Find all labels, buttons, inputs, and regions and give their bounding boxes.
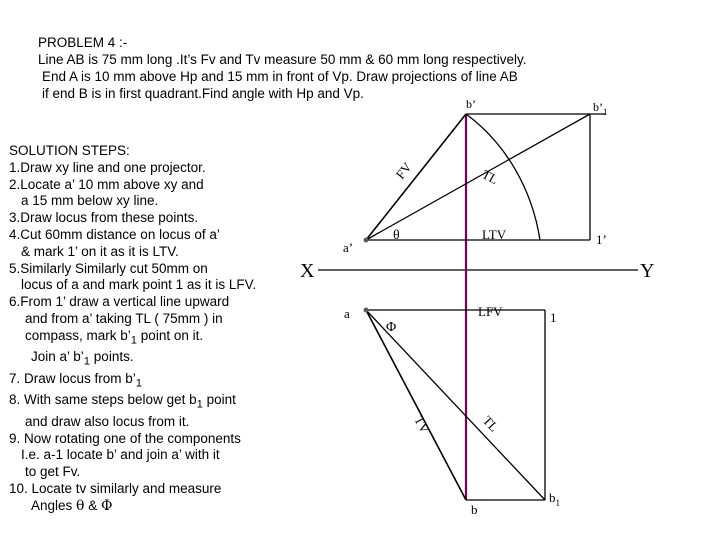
step-6d-tail: points.: [90, 349, 134, 365]
step-8a-text: 8. With same steps below get b: [9, 392, 197, 408]
steps-heading: SOLUTION STEPS:: [9, 143, 130, 158]
step-9a: 9. Now rotating one of the components: [9, 430, 241, 446]
theta-symbol: θ: [76, 497, 85, 514]
tv-label: TV: [411, 413, 433, 436]
step-6c-subscript: 1: [130, 334, 138, 347]
b-label: b: [471, 502, 478, 517]
a-label: a: [344, 306, 350, 321]
tl-bottom-label: TL: [479, 412, 502, 435]
step-4a: 4.Cut 60mm distance on locus of a’: [9, 226, 220, 242]
point-a: [364, 308, 369, 313]
problem-title: PROBLEM 4 :-: [38, 35, 128, 50]
phi-label: Φ: [386, 320, 397, 335]
fv-label: FV: [392, 159, 415, 182]
problem-line-1: Line AB is 75 mm long .It’s Fv and Tv measure 50 mm & 60 mm long respectively.: [38, 52, 527, 67]
step-7-subscript: 1: [135, 377, 143, 390]
step-2a: 2.Locate a’ 10 mm above xy and: [9, 176, 204, 192]
step-6d-text: Join a’ b’: [31, 349, 84, 365]
a-dash-label: a’: [343, 240, 354, 255]
ltv-label: LTV: [482, 227, 507, 242]
b1-label: [549, 490, 560, 508]
b-dash-label: b’: [466, 97, 476, 111]
phi-symbol: Φ: [100, 497, 113, 514]
step-1: 1.Draw xy line and one projector.: [9, 159, 206, 175]
step-3: 3.Draw locus from these points.: [9, 210, 199, 226]
step-9b: I.e. a-1 locate b’ and join a’ with it: [21, 447, 220, 463]
step-6c-tail: point on it.: [137, 327, 204, 343]
step-8a-tail: point: [202, 392, 236, 408]
y-label: Y: [640, 260, 655, 282]
problem-line-2: End A is 10 mm above Hp and 15 mm in front of Vp. Draw projections of line AB: [42, 69, 518, 84]
step-4b: & mark 1’ on it as it is LTV.: [21, 243, 179, 259]
one-dash-label: 1’: [596, 232, 607, 247]
b1-dash-subscript: 1: [603, 107, 608, 117]
step-5a: 5.Similarly Similarly cut 50mm on: [9, 260, 208, 276]
one-label: 1: [550, 310, 557, 325]
step-10b-text: Angles: [31, 497, 77, 513]
step-6c-text: compass, mark b’: [25, 327, 131, 343]
b1-dash-text: b’: [593, 100, 603, 114]
step-8a-subscript: 1: [196, 398, 203, 411]
front-view-line: [366, 114, 466, 240]
problem-line-3: if end B is in first quadrant.Find angle with Hp and Vp.: [42, 86, 364, 101]
x-label: X: [300, 260, 315, 282]
theta-label: θ: [393, 228, 400, 243]
step-10a: 10. Locate tv similarly and measure: [9, 480, 222, 496]
step-6d-subscript: 1: [83, 355, 91, 368]
step-6a: 6.From 1’ draw a vertical line upward: [9, 294, 230, 310]
step-6b: and from a’ taking TL ( 75mm ) in: [25, 310, 223, 326]
step-5b: locus of a and mark point 1 as it is LFV.: [21, 277, 257, 293]
step-2b: a 15 mm below xy line.: [21, 193, 159, 209]
step-9c: to get Fv.: [25, 464, 81, 480]
true-length-bottom: [366, 310, 545, 500]
b1-text: b: [549, 490, 556, 505]
lfv-label: LFV: [478, 304, 503, 319]
b1-subscript: 1: [555, 498, 560, 508]
top-view-line: [366, 310, 466, 500]
step-8b: and draw also locus from it.: [25, 413, 190, 429]
point-a-dash: [364, 238, 369, 243]
tl-top-label: TL: [479, 166, 501, 188]
step-7-text: 7. Draw locus from b’: [9, 370, 136, 386]
step-10b-amp: &: [84, 497, 101, 513]
